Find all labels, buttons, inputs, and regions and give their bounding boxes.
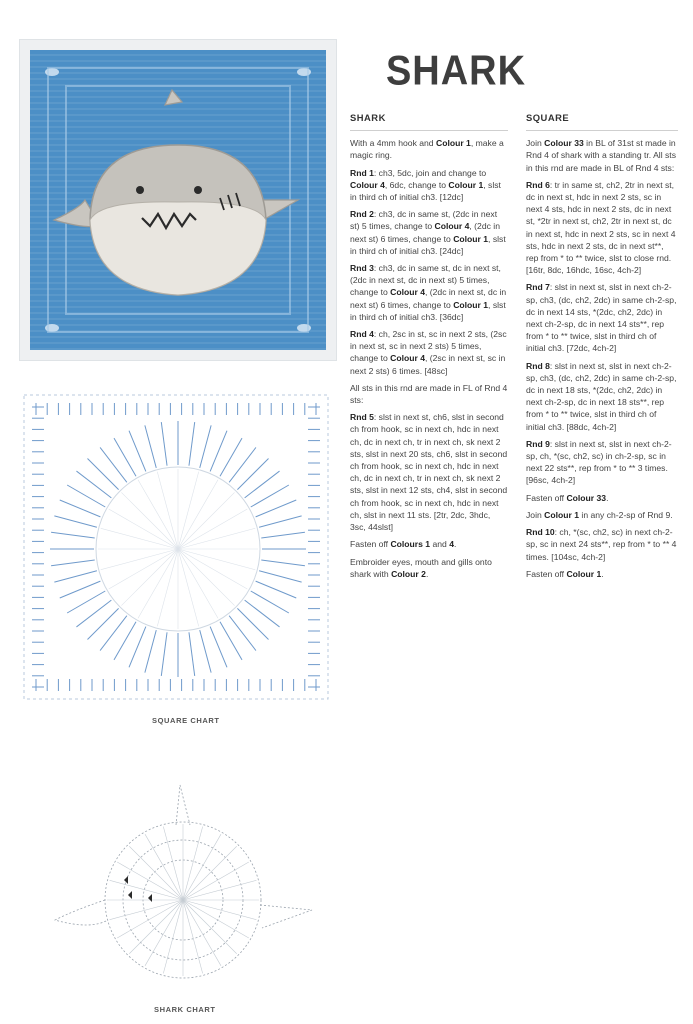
instruction-paragraph: Fasten off Colour 1. [526, 568, 604, 579]
instruction-paragraph: Rnd 7: slst in next st, slst in next ch-2-sp, ch3, (dc, ch2, 2dc) in same ch-2-sp, dc in next 14 sts, *(2dc, ch2, 2dc) in next ch-2-sp, dc in next 14 sts**, rep from * to ** twice, slst in third ch of initial ch3. [72dc, 4ch-2] [526, 282, 677, 354]
instruction-paragraph: Rnd 5: slst in next st, ch6, slst in second ch from hook, sc in next ch, hdc in next ch, dc in next ch, tr in next ch, sk next 2 sts, slst in next 20 sts, ch6, slst in second ch from hook, sc in next ch, hdc in next ch, dc in next ch, tr in next ch, sk next 2 sts, slst in next 12 sts, ch4, slst in second ch from hook, sc in next ch, hdc in next ch, slst in next 11 sts. [2tr, 2dc, 3hdc, 3sc, 44slst] [350, 412, 508, 533]
shark-instructions [350, 137, 508, 580]
instruction-paragraph: Rnd 10: ch, *(sc, ch2, sc) in next ch-2-sp, sc in next 24 sts**, rep from * to ** 4 times. [104sc, 4ch-2] [526, 527, 677, 562]
shark-chart-diagram [50, 780, 316, 995]
square-chart-label: SQUARE CHART [152, 716, 220, 725]
shark-section-heading: SHARK [350, 112, 508, 131]
instruction-paragraph: Rnd 9: slst in next st, slst in next ch-2-sp, ch, *(sc, ch2, sc) in ch-2-sp, sc in next 22 sts**, rep from * to ** 3 times. [96sc, 4ch-2] [526, 438, 672, 486]
instruction-paragraph: Fasten off Colour 33. [526, 492, 609, 503]
instruction-paragraph: Embroider eyes, mouth and gills onto shark with Colour 2. [350, 556, 492, 579]
square-instructions [526, 137, 678, 580]
shark-chart-label: SHARK CHART [154, 1005, 216, 1014]
instruction-paragraph: Rnd 6: tr in same st, ch2, 2tr in next st, dc in next st, hdc in next 2 sts, sc in next 4 sts, hdc in next 2 sts, dc in next st, *2tr in next st, ch2, 2tr in next st, dc in next st, hdc in next 2 sts, sc in next 4 sts, hdc in next 2 sts, dc in next st**, rep from * to ** twice, slst to close rnd. [16tr, 8dc, 16hdc, 16sc, 4ch-2] [526, 179, 676, 276]
page-title: SHARK [385, 48, 527, 95]
instruction-paragraph: Join Colour 33 in BL of 31st st made in Rnd 4 of shark with a standing tr. All sts in this rnd are made in BL of Rnd 4 sts: [526, 138, 676, 173]
square-chart [22, 393, 330, 701]
shark-eye-right [194, 186, 202, 194]
shark-instructions-column [350, 112, 508, 585]
instruction-paragraph: Join Colour 1 in any ch-2-sp of Rnd 9. [526, 509, 673, 520]
instruction-paragraph: Rnd 2: ch3, dc in same st, (2dc in next st) 5 times, change to Colour 4, (2dc in next st) 6 times, change to Colour 1, slst in third ch of initial ch3. [24dc] [350, 209, 506, 256]
shark-illustration [30, 50, 326, 350]
square-section-heading: SQUARE [526, 112, 678, 131]
instruction-paragraph: With a 4mm hook and Colour 1, make a magic ring. [350, 138, 504, 161]
shark-chart [50, 780, 316, 995]
square-instructions-column [526, 112, 678, 585]
instruction-paragraph: Fasten off Colours 1 and 4. [350, 539, 457, 550]
shark-belly [90, 202, 266, 295]
instruction-paragraph: All sts in this rnd are made in FL of Rnd 4 sts: [350, 382, 508, 406]
shark-square-photo [20, 40, 336, 360]
square-chart-diagram [22, 393, 330, 701]
instruction-paragraph: Rnd 3: ch3, dc in same st, dc in next st, (2dc in next st, dc in next st) 5 times, change to Colour 4, (2dc in next st, dc in next st) 6 times, change to Colour 1, slst in third ch of initial ch3. [36dc] [350, 263, 507, 322]
instruction-paragraph: Rnd 4: ch, 2sc in st, sc in next 2 sts, (2sc in next st, sc in next 2 sts) 5 times, change to Colour 4, (2sc in next st, sc in next 2 sts) 6 times. [48sc] [350, 329, 507, 376]
instruction-paragraph: Rnd 8: slst in next st, slst in next ch-2-sp, ch3, (dc, ch2, 2dc) in same ch-2-sp, dc in next 18 sts, *(2dc, ch2, 2dc) in next ch-2-sp, dc in next 18 sts**, rep from * to ** twice, slst in third ch of initial ch3. [88dc, 4ch-2] [526, 360, 677, 432]
blue-square-background [30, 50, 326, 350]
shark-eye-left [136, 186, 144, 194]
instruction-paragraph: Rnd 1: ch3, 5dc, join and change to Colour 4, 6dc, change to Colour 1, slst in third ch of initial ch3. [12dc] [350, 167, 501, 203]
